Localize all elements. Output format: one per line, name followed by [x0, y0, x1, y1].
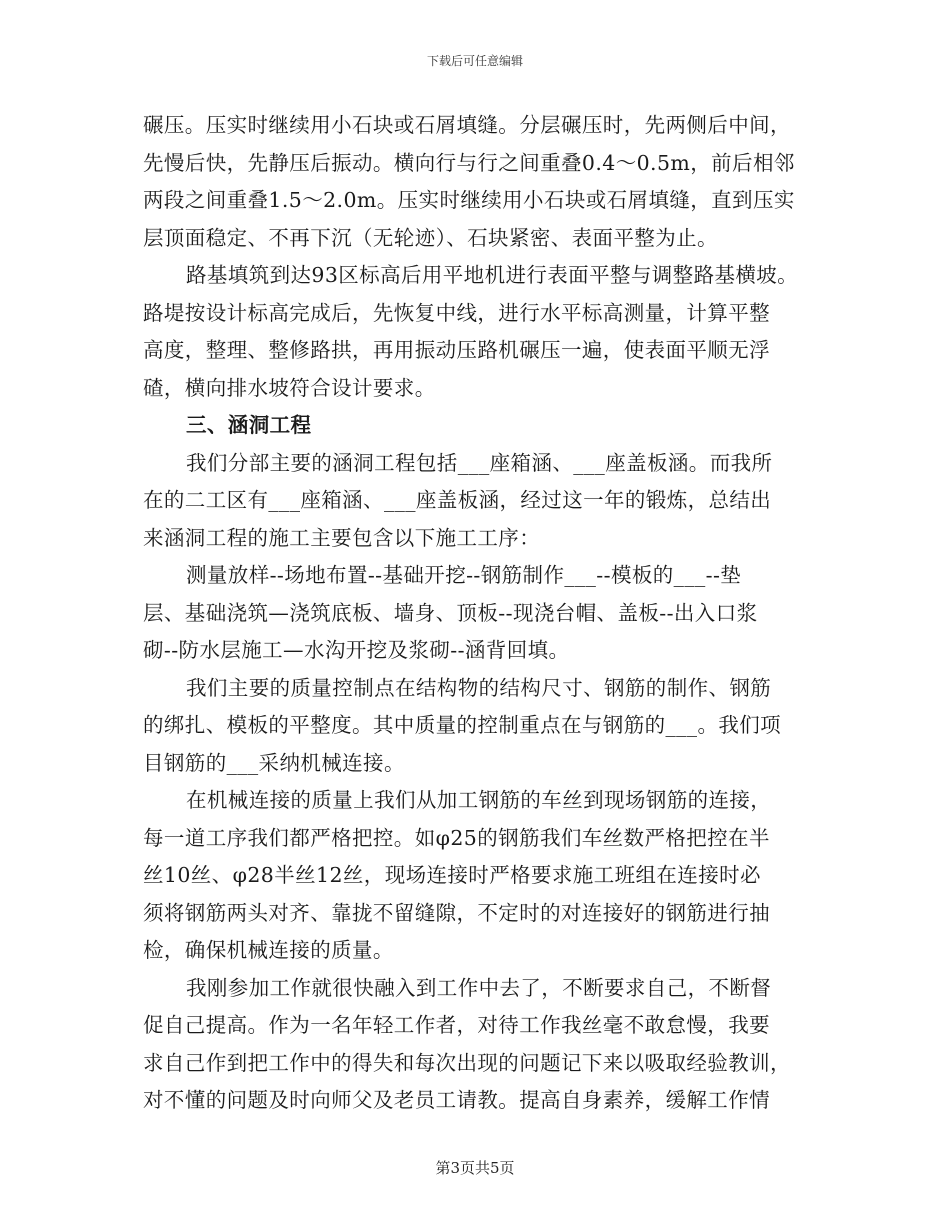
text-line: 须将钢筋两头对齐、靠拢不留缝隙，不定时的对连接好的钢筋进行抽 [143, 900, 770, 925]
text-line: 求自己作到把工作中的得失和每次出现的问题记下来以吸取经验教训， [143, 1050, 791, 1075]
text-line: 路基填筑到达93区标高后用平地机进行表面平整与调整路基横坡。 [186, 263, 799, 287]
text-line: 高度，整理、整修路拱，再用振动压路机碾压一遍，使表面平顺无浮 [143, 338, 770, 362]
text-line: 每一道工序我们都严格把控。如φ25的钢筋我们车丝数严格把控在半 [143, 825, 770, 850]
text-line: 层、基础浇筑—浇筑底板、墙身、顶板--现浇台帽、盖板--出入口浆 [143, 600, 758, 625]
page-number: 第3页共5页 [435, 1159, 515, 1177]
text-line: 在的二工区有___座箱涵、___座盖板涵，经过这一年的锻炼，总结出 [143, 488, 772, 512]
text-line: 我们主要的质量控制点在结构物的结构尺寸、钢筋的制作、钢筋 [186, 675, 772, 700]
text-line: 碴，横向排水坡符合设计要求。 [143, 375, 436, 400]
text-line: 检，确保机械连接的质量。 [143, 938, 394, 962]
text-line: 目钢筋的___采纳机械连接。 [143, 750, 405, 775]
text-line: 层顶面稳定、不再下沉（无轮迹）、石块紧密、表面平整为止。 [143, 225, 718, 250]
page-header: 下载后可任意编辑 [426, 54, 523, 68]
text-line: 来涵洞工程的施工主要包含以下施工工序： [143, 525, 541, 550]
text-line: 促自己提高。作为一名年轻工作者，对待工作我丝毫不敢怠慢，我要 [143, 1013, 770, 1037]
text-line: 路堤按设计标高完成后，先恢复中线，进行水平标高测量，计算平整 [143, 300, 770, 325]
text-line: 测量放样--场地布置--基础开挖--钢筋制作___--模板的___--垫 [186, 563, 742, 587]
text-line: 先慢后快，先静压后振动。横向行与行之间重叠0.4～0.5m，前后相邻 [143, 150, 795, 175]
section-heading: 三、涵洞工程 [186, 413, 312, 437]
text-line: 的绑扎、模板的平整度。其中质量的控制重点在与钢筋的___。我们项 [143, 713, 782, 737]
text-line: 砌--防水层施工—水沟开挖及浆砌--涵背回填。 [143, 638, 570, 662]
text-line: 对不懂的问题及时向师父及老员工请教。提高自身素养，缓解工作情 [143, 1088, 770, 1112]
text-line: 我们分部主要的涵洞工程包括___座箱涵、___座盖板涵。而我所 [186, 450, 773, 475]
text-line: 碾压。压实时继续用小石块或石屑填缝。分层碾压时，先两侧后中间， [143, 113, 791, 137]
text-line: 丝10丝、φ28半丝12丝，现场连接时严格要求施工班组在连接时必 [143, 863, 761, 887]
text-line: 在机械连接的质量上我们从加工钢筋的车丝到现场钢筋的连接， [186, 788, 772, 812]
document-body [143, 107, 823, 1120]
text-line: 我刚参加工作就很快融入到工作中去了，不断要求自己，不断督 [186, 975, 772, 1000]
text-line: 两段之间重叠1.5～2.0m。压实时继续用小石块或石屑填缝，直到压实 [143, 188, 795, 212]
